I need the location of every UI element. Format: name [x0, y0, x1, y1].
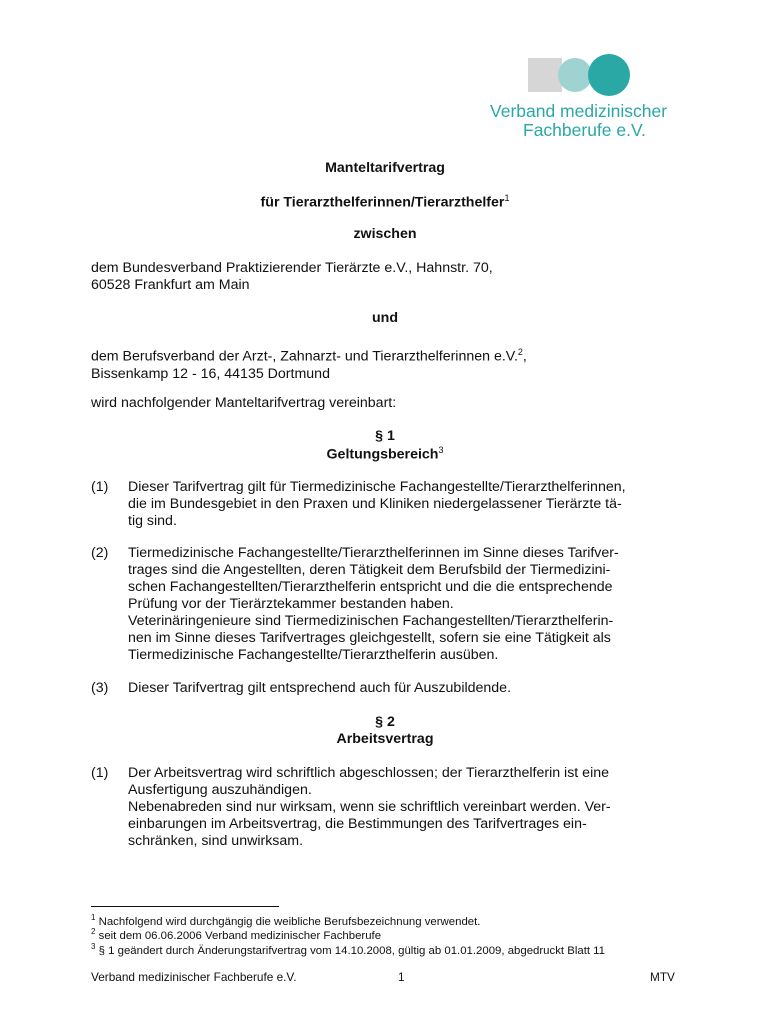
footer-page-number: 1 — [398, 970, 405, 984]
party-1 — [91, 260, 691, 294]
logo-dark-circle — [588, 54, 630, 96]
item-line: Tiermedizinische Fachangestellte/Tierarzthelferin ausüben. — [128, 647, 499, 663]
logo-text — [490, 102, 690, 140]
footnote-ref-1: 1 — [504, 193, 510, 203]
item-line: einbarungen im Arbeitsvertrag, die Bestimmungen des Tarifvertrages ein- — [128, 816, 587, 832]
document-title: Manteltarifvertrag — [325, 160, 445, 176]
item-line: Tiermedizinische Fachangestellte/Tierarzthelferinnen im Sinne dieses Tarifver- — [128, 545, 619, 561]
item-line: Dieser Tarifvertrag gilt entsprechend auch für Auszubildende. — [128, 680, 512, 696]
item-line: Nebenabreden sind nur wirksam, wenn sie schriftlich vereinbart werden. Ver- — [128, 799, 611, 815]
item-line: trages sind die Angestellten, deren Tätigkeit dem Berufsbild der Tiermedizini- — [128, 562, 611, 578]
footnote-mark: 3 — [91, 942, 96, 951]
footer-organization: Verband medizinischer Fachberufe e.V. — [91, 970, 297, 984]
item-line: schränken, sind unwirksam. — [128, 833, 304, 849]
party-1-line-1: dem Bundesverband Praktizierender Tierärzte e.V., Hahnstr. 70, — [91, 260, 493, 276]
item-number: (2) — [91, 545, 109, 561]
organization-logo — [490, 52, 690, 152]
footnote-mark: 2 — [91, 927, 96, 936]
logo-light-circle — [558, 58, 592, 92]
item-line: Prüfung vor der Tierärztekammer bestanden haben. — [128, 596, 454, 612]
between-label: zwischen — [353, 226, 417, 242]
footnote-text: Nachfolgend wird durchgängig die weibliche Berufsbezeichnung verwendet. — [98, 915, 481, 928]
item-line: Der Arbeitsvertrag wird schriftlich abgeschlossen; der Tierarzthelferin ist eine — [128, 765, 610, 781]
footnote-text: § 1 geändert durch Änderungstarifvertrag vom 14.10.2008, gültig ab 01.01.2009, abgedruckt Blatt 11 — [98, 944, 606, 957]
item-number: (1) — [91, 479, 109, 495]
footnote-ref-3: 3 — [438, 445, 444, 455]
section-1-title: Geltungsbereich — [326, 446, 439, 463]
item-line: schen Fachangestellten/Tierarzthelferin entspricht und die die entsprechende — [128, 579, 613, 595]
logo-square — [528, 58, 562, 92]
party-2-line-2: Bissenkamp 12 - 16, 44135 Dortmund — [91, 365, 330, 382]
and-label: und — [372, 310, 398, 326]
item-text — [128, 765, 691, 850]
item-text — [128, 545, 691, 664]
party-2-line-1: dem Berufsverband der Arzt-, Zahnarzt- und Tierarzthelferinnen e.V. — [91, 348, 518, 365]
item-line: Dieser Tarifvertrag gilt für Tiermedizinische Fachangestellte/Tierarzthelferinnen, — [128, 479, 626, 495]
intro-text: wird nachfolgender Manteltarifvertrag vereinbart: — [91, 395, 397, 411]
footnote-3 — [91, 940, 605, 958]
section-2-number: § 2 — [375, 714, 395, 730]
logo-mark — [528, 54, 648, 96]
document-subtitle — [0, 193, 770, 211]
item-number: (3) — [91, 680, 109, 696]
footnote-text: seit dem 06.06.2006 Verband medizinischer Fachberufe — [98, 929, 382, 942]
item-line: nen im Sinne dieses Tarifvertrages gleichgestellt, sofern sie eine Tätigkeit als — [128, 630, 611, 646]
footer-document-code: MTV — [650, 970, 675, 984]
item-line: die im Bundesgebiet in den Praxen und Kliniken niedergelassener Tierärzte tä- — [128, 496, 622, 512]
subtitle-text: für Tierarzthelferinnen/Tierarzthelfer — [260, 194, 505, 211]
item-line: Veterinäringenieure sind Tiermedizinischen Fachangestellten/Tierarzthelferin- — [128, 613, 614, 629]
party-1-line-2: 60528 Frankfurt am Main — [91, 277, 250, 293]
party-2 — [91, 344, 691, 383]
item-text — [128, 680, 691, 697]
party-2-line-1-end: , — [522, 348, 527, 365]
footnote-ref-2: 2 — [517, 347, 523, 357]
section-1-number: § 1 — [375, 428, 395, 444]
item-line: Ausfertigung auszuhändigen. — [128, 782, 312, 798]
logo-line-1: Verband medizinischer — [490, 101, 668, 121]
section-1-heading — [0, 445, 770, 463]
section-2-title: Arbeitsvertrag — [336, 731, 434, 747]
logo-line-2: Fachberufe e.V. — [523, 120, 646, 140]
item-text — [128, 479, 691, 530]
footnote-mark: 1 — [91, 913, 96, 922]
item-line: tig sind. — [128, 513, 177, 529]
item-number: (1) — [91, 765, 109, 781]
footnote-divider — [91, 906, 279, 907]
